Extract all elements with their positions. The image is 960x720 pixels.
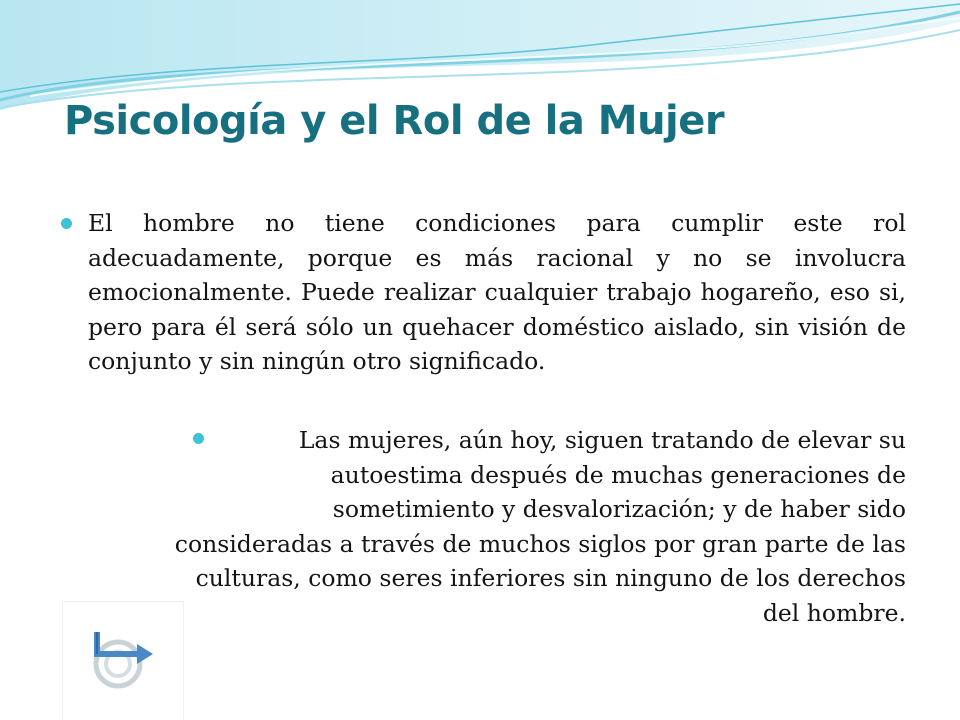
paragraph-2-line: autoestima después de muchas generaciones de [330, 460, 906, 489]
bullet-icon [61, 218, 72, 229]
next-slide-button[interactable] [62, 601, 184, 720]
paragraph-2-line: del hombre. [762, 598, 906, 627]
next-arrow-icon [63, 602, 183, 720]
paragraph-2-line: Las mujeres, aún hoy, siguen tratando de elevar su [298, 426, 906, 454]
slide-title: Psicología y el Rol de la Mujer [64, 98, 725, 144]
paragraph-2-line: consideradas a través de muchos siglos por gran parte de las [174, 529, 906, 558]
paragraph-2-line: sometimiento y desvalorización; y de haber sido [332, 495, 906, 523]
paragraph-1: El hombre no tiene condiciones para cumplir este rol adecuadamente, porque es más racional y no se involucra emocionalmente. Puede realizar cualquier trabajo hogareño, eso si, pero para él será sólo un quehacer doméstico aislado, sin visión de conjunto y sin ningún otro significado. [88, 209, 906, 375]
paragraph-2 [70, 423, 906, 630]
paragraph-2-line: culturas, como seres inferiores sin ninguno de los derechos [195, 564, 906, 592]
